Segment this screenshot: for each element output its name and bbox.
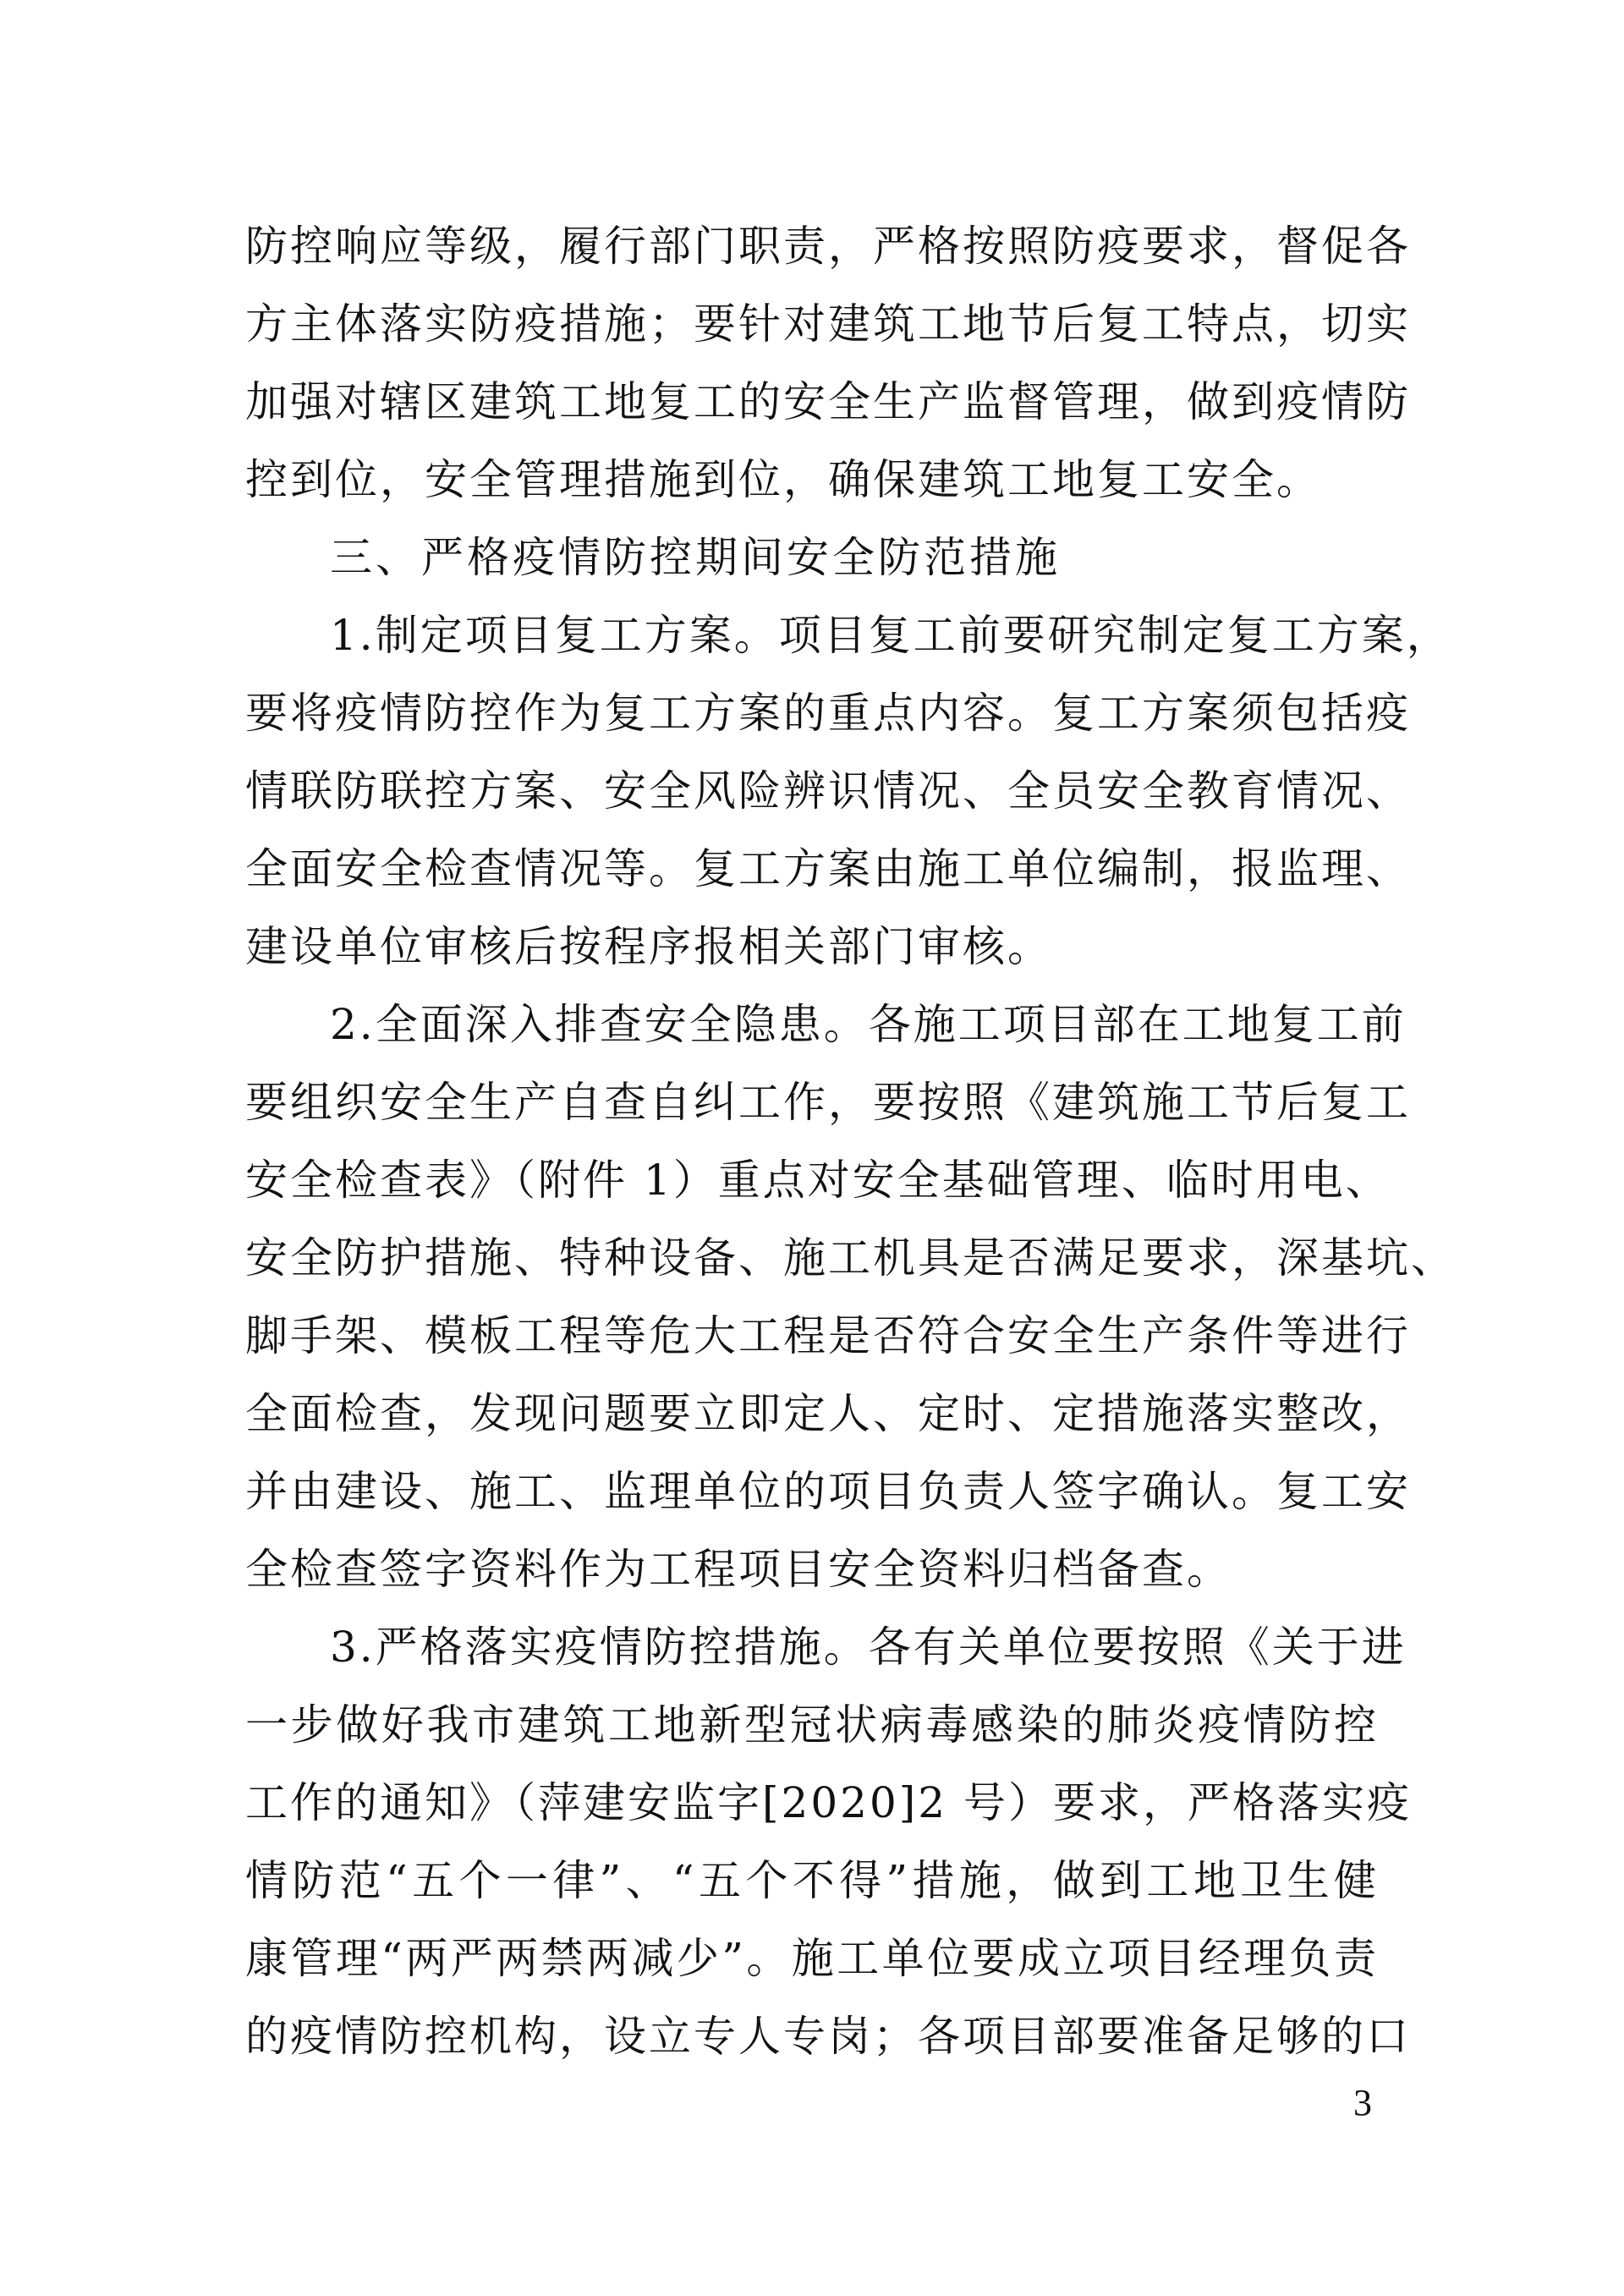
text-line: 3.严格落实疫情防控措施。各有关单位要按照《关于进 xyxy=(330,1623,1407,1672)
document-body xyxy=(245,207,1456,2075)
text-line: 安全防护措施、特种设备、施工机具是否满足要求，深基坑、 xyxy=(245,1233,1456,1283)
text-line: 方主体落实防疫措施；要针对建筑工地节后复工特点，切实 xyxy=(245,299,1411,349)
text-line: 康管理“两严两禁两减少”。施工单位要成立项目经理负责 xyxy=(245,1934,1379,1983)
text-line: 全检查签字资料作为工程项目安全资料归档备查。 xyxy=(245,1545,1232,1594)
text-line: 建设单位审核后按程序报相关部门审核。 xyxy=(245,922,1052,971)
text-line: 一步做好我市建筑工地新型冠状病毒感染的肺炎疫情防控 xyxy=(245,1700,1379,1749)
text-line: 全面安全检查情况等。复工方案由施工单位编制，报监理、 xyxy=(245,844,1411,893)
text-line: 1.制定项目复工方案。项目复工前要研究制定复工方案， xyxy=(330,611,1451,660)
page-number: 3 xyxy=(1353,2082,1372,2123)
text-line: 情防范“五个一律”、“五个不得”措施，做到工地卫生健 xyxy=(245,1856,1379,1905)
text-line: 控到位，安全管理措施到位，确保建筑工地复工安全。 xyxy=(245,455,1321,504)
text-line: 要组织安全生产自查自纠工作，要按照《建筑施工节后复工 xyxy=(245,1078,1411,1127)
text-line: 安全检查表》（附件 1）重点对安全基础管理、临时用电、 xyxy=(245,1156,1391,1205)
text-line: 工作的通知》（萍建安监字[2020]2 号）要求，严格落实疫 xyxy=(245,1778,1412,1827)
text-line: 脚手架、模板工程等危大工程是否符合安全生产条件等进行 xyxy=(245,1311,1411,1360)
section-heading: 三、严格疫情防控期间安全防范措施 xyxy=(330,533,1061,582)
text-line: 加强对辖区建筑工地复工的安全生产监督管理，做到疫情防 xyxy=(245,377,1411,426)
text-line: 情联防联控方案、安全风险辨识情况、全员安全教育情况、 xyxy=(245,766,1411,816)
text-line: 要将疫情防控作为复工方案的重点内容。复工方案须包括疫 xyxy=(245,689,1411,738)
text-line: 2.全面深入排查安全隐患。各施工项目部在工地复工前 xyxy=(330,1000,1407,1049)
text-line: 的疫情防控机构，设立专人专岗；各项目部要准备足够的口 xyxy=(245,2012,1411,2061)
text-line: 并由建设、施工、监理单位的项目负责人签字确认。复工安 xyxy=(245,1467,1411,1516)
text-line: 全面检查，发现问题要立即定人、定时、定措施落实整改， xyxy=(245,1389,1411,1438)
text-line: 防控响应等级，履行部门职责，严格按照防疫要求，督促各 xyxy=(245,222,1411,271)
